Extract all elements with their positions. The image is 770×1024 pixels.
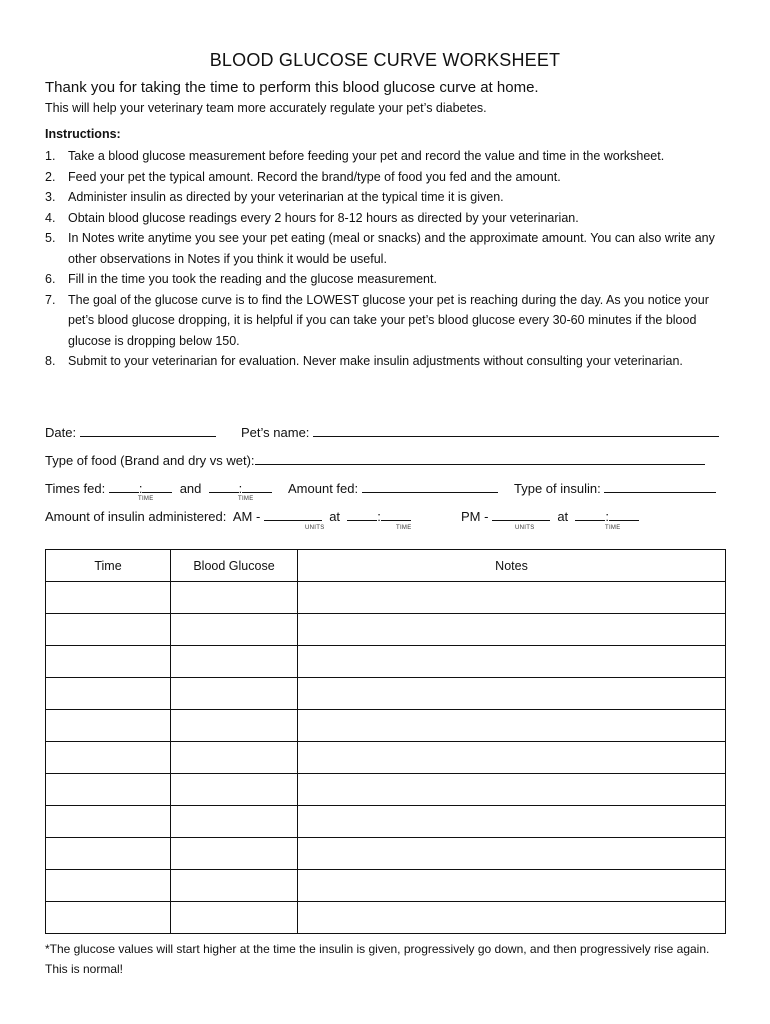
table-row bbox=[46, 838, 726, 870]
instruction-text: Submit to your veterinarian for evaluation. Never make insulin adjustments without consulting your veterinarian. bbox=[68, 354, 683, 368]
time-colon: : bbox=[605, 509, 610, 524]
instruction-text: Take a blood glucose measurement before feeding your pet and record the value and time in the worksheet. bbox=[68, 149, 665, 163]
instruction-number: 7. bbox=[45, 292, 56, 307]
time-sublabel: TIME bbox=[238, 496, 254, 502]
notes-cell[interactable] bbox=[298, 902, 726, 934]
thank-you-line: Thank you for taking the time to perform this blood glucose curve at home. bbox=[45, 79, 539, 96]
glucose-cell[interactable] bbox=[171, 806, 298, 838]
insulin-amount-row bbox=[45, 506, 411, 524]
pet-name-label: Pet’s name: bbox=[241, 425, 310, 440]
amount-fed-field[interactable] bbox=[362, 478, 498, 493]
food-type-row bbox=[45, 450, 705, 468]
instruction-text: In Notes write anytime you see your pet eating (meal or snacks) and the approximate amount. You can also write any other observations in Notes if you think it would be useful. bbox=[68, 231, 715, 266]
times-fed-row bbox=[45, 478, 272, 496]
times-fed-label: Times fed: bbox=[45, 481, 106, 496]
food-type-field[interactable] bbox=[255, 450, 705, 465]
am-units-field[interactable] bbox=[264, 506, 322, 521]
instruction-text: Administer insulin as directed by your veterinarian at the typical time it is given. bbox=[68, 190, 504, 204]
table-row bbox=[46, 646, 726, 678]
glucose-cell[interactable] bbox=[171, 870, 298, 902]
table-row bbox=[46, 806, 726, 838]
date-label: Date: bbox=[45, 425, 77, 440]
pm-time-minute-field[interactable] bbox=[609, 506, 639, 521]
instruction-item bbox=[45, 269, 725, 290]
table-row bbox=[46, 582, 726, 614]
glucose-cell[interactable] bbox=[171, 742, 298, 774]
units-sublabel: UNITS bbox=[305, 525, 325, 531]
table-row bbox=[46, 902, 726, 934]
table-row bbox=[46, 614, 726, 646]
blood-glucose-column-header: Blood Glucose bbox=[171, 550, 298, 582]
time-colon: : bbox=[238, 481, 243, 496]
pm-insulin-row bbox=[461, 506, 639, 524]
at-label: at bbox=[329, 509, 341, 524]
table-row bbox=[46, 710, 726, 742]
time-cell[interactable] bbox=[46, 646, 171, 678]
notes-cell[interactable] bbox=[298, 806, 726, 838]
instruction-item bbox=[45, 228, 725, 269]
glucose-cell[interactable] bbox=[171, 774, 298, 806]
insulin-type-field[interactable] bbox=[604, 478, 716, 493]
time-sublabel: TIME bbox=[605, 525, 621, 531]
am-time-minute-field[interactable] bbox=[381, 506, 411, 521]
notes-cell[interactable] bbox=[298, 774, 726, 806]
pet-name-row bbox=[241, 422, 719, 440]
date-row bbox=[45, 422, 216, 440]
notes-cell[interactable] bbox=[298, 646, 726, 678]
instruction-item bbox=[45, 208, 725, 229]
feed-time-2-minute-field[interactable] bbox=[242, 478, 272, 493]
instruction-item bbox=[45, 146, 725, 167]
notes-cell[interactable] bbox=[298, 870, 726, 902]
time-cell[interactable] bbox=[46, 806, 171, 838]
instruction-number: 6. bbox=[45, 272, 56, 286]
table-row bbox=[46, 774, 726, 806]
instruction-text: Feed your pet the typical amount. Record the brand/type of food you fed and the amount. bbox=[68, 169, 561, 184]
pm-time-hour-field[interactable] bbox=[575, 506, 605, 521]
glucose-cell[interactable] bbox=[171, 902, 298, 934]
glucose-log-table bbox=[45, 549, 726, 934]
page-title: BLOOD GLUCOSE CURVE WORKSHEET bbox=[209, 50, 561, 70]
time-cell[interactable] bbox=[46, 838, 171, 870]
instruction-text: Obtain blood glucose readings every 2 hours for 8-12 hours as directed by your veterinarian. bbox=[68, 210, 579, 225]
time-cell[interactable] bbox=[46, 614, 171, 646]
glucose-cell[interactable] bbox=[171, 646, 298, 678]
pm-units-field[interactable] bbox=[492, 506, 550, 521]
at-label: at bbox=[557, 509, 569, 524]
notes-cell[interactable] bbox=[298, 614, 726, 646]
glucose-cell[interactable] bbox=[171, 838, 298, 870]
pm-label: PM - bbox=[461, 509, 489, 524]
glucose-cell[interactable] bbox=[171, 614, 298, 646]
feed-time-1-hour-field[interactable] bbox=[109, 478, 139, 493]
footnote: *The glucose values will start higher at the time the insulin is given, progressively go down, and then progressively rise again. This is normal! bbox=[45, 942, 710, 976]
instruction-number: 2. bbox=[45, 169, 56, 184]
instruction-number: 4. bbox=[45, 210, 56, 225]
instruction-number: 8. bbox=[45, 354, 56, 368]
instruction-text: Fill in the time you took the reading and the glucose measurement. bbox=[68, 272, 437, 286]
notes-cell[interactable] bbox=[298, 838, 726, 870]
time-colon: : bbox=[138, 481, 143, 496]
instruction-number: 5. bbox=[45, 231, 56, 245]
time-cell[interactable] bbox=[46, 582, 171, 614]
insulin-type-label: Type of insulin: bbox=[514, 481, 601, 496]
date-field[interactable] bbox=[80, 422, 216, 437]
time-column-header: Time bbox=[46, 550, 171, 582]
notes-column-header: Notes bbox=[298, 550, 726, 582]
feed-time-1-minute-field[interactable] bbox=[142, 478, 172, 493]
time-sublabel: TIME bbox=[396, 525, 412, 531]
time-cell[interactable] bbox=[46, 774, 171, 806]
time-colon: : bbox=[377, 509, 381, 524]
notes-cell[interactable] bbox=[298, 710, 726, 742]
and-label: and bbox=[179, 481, 202, 496]
purpose-line: This will help your veterinary team more accurately regulate your pet’s diabetes. bbox=[45, 101, 487, 115]
glucose-cell[interactable] bbox=[171, 678, 298, 710]
instruction-item bbox=[45, 351, 725, 372]
glucose-cell[interactable] bbox=[171, 582, 298, 614]
instruction-item bbox=[45, 187, 725, 208]
instruction-item bbox=[45, 167, 725, 188]
time-cell[interactable] bbox=[46, 678, 171, 710]
instruction-number: 3. bbox=[45, 190, 56, 204]
time-sublabel: TIME bbox=[138, 496, 154, 502]
instruction-number: 1. bbox=[45, 149, 56, 163]
table-row bbox=[46, 678, 726, 710]
units-sublabel: UNITS bbox=[515, 525, 535, 531]
instructions-heading: Instructions: bbox=[45, 127, 121, 141]
time-cell[interactable] bbox=[46, 742, 171, 774]
food-type-label: Type of food (Brand and dry vs wet): bbox=[45, 453, 255, 468]
notes-cell[interactable] bbox=[298, 582, 726, 614]
amount-fed-row bbox=[288, 478, 498, 496]
table-row bbox=[46, 742, 726, 774]
insulin-amount-label: Amount of insulin administered: bbox=[45, 509, 227, 524]
notes-cell[interactable] bbox=[298, 678, 726, 710]
am-label: AM - bbox=[232, 509, 261, 524]
time-cell[interactable] bbox=[46, 902, 171, 934]
time-cell[interactable] bbox=[46, 870, 171, 902]
instructions-list bbox=[45, 146, 725, 372]
glucose-cell[interactable] bbox=[171, 710, 298, 742]
instruction-text: The goal of the glucose curve is to find the LOWEST glucose your pet is reaching during the day. As you notice your pet’s blood glucose dropping, it is helpful if you can take your pet’s blood glucose every 30-60 minutes if the blood glucose is dropping below 150. bbox=[68, 292, 709, 348]
feed-time-2-hour-field[interactable] bbox=[209, 478, 239, 493]
table-header-row bbox=[46, 550, 726, 582]
insulin-type-row bbox=[514, 478, 716, 496]
pet-name-field[interactable] bbox=[313, 422, 719, 437]
am-time-hour-field[interactable] bbox=[347, 506, 377, 521]
table-row bbox=[46, 870, 726, 902]
time-cell[interactable] bbox=[46, 710, 171, 742]
amount-fed-label: Amount fed: bbox=[288, 481, 359, 496]
notes-cell[interactable] bbox=[298, 742, 726, 774]
instruction-item bbox=[45, 290, 725, 352]
